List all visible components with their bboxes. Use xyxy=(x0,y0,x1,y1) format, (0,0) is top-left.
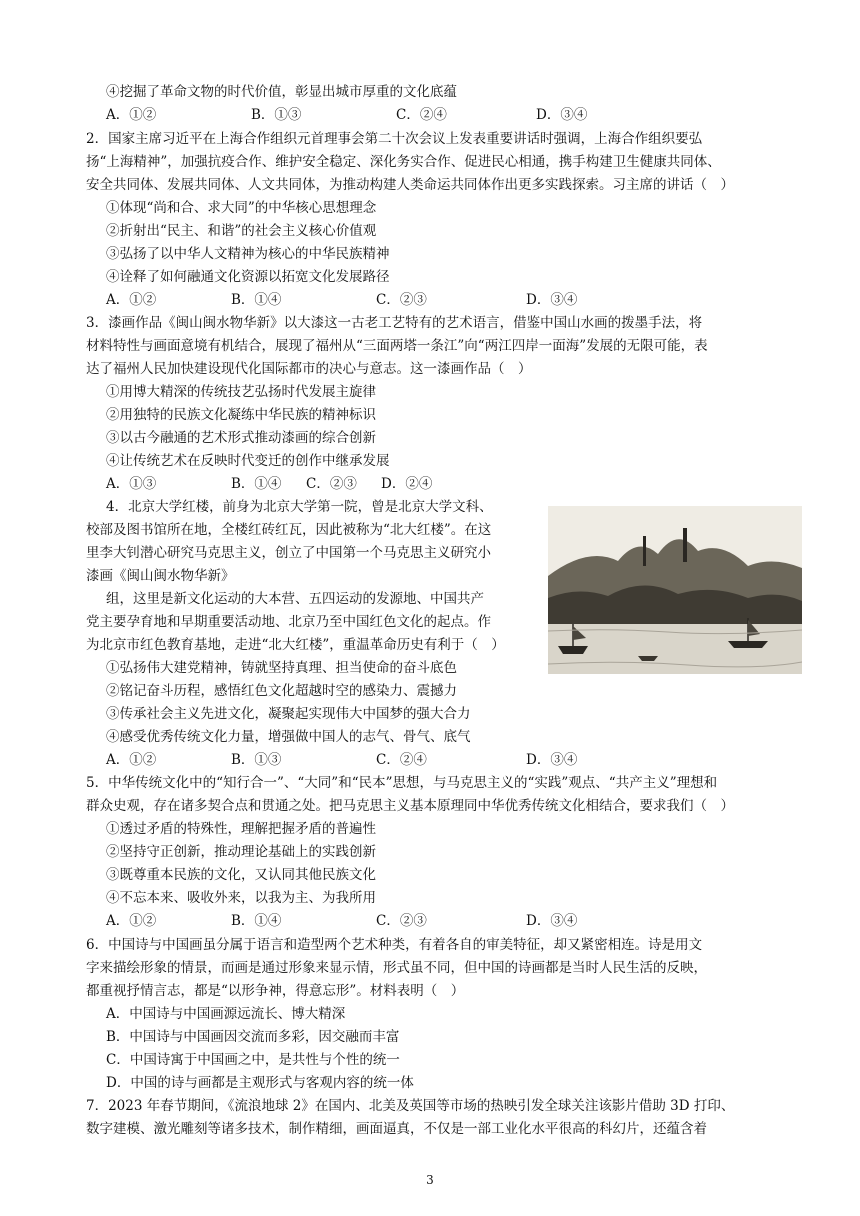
q4-stem-2: 校部及图书馆所在地，全楼红砖红瓦，因此被称为“北大红楼”。在这 xyxy=(86,522,492,538)
q5-option-4: ④不忘本来、吸收外来，以我为主、为我所用 xyxy=(106,890,376,906)
q3-option-4: ④让传统艺术在反映时代变迁的创作中继承发展 xyxy=(106,453,390,469)
q3-option-2: ②用独特的民族文化凝练中华民族的精神标识 xyxy=(106,407,376,423)
q6-choice-b: B．中国诗与中国画因交流而多彩，因交融而丰富 xyxy=(106,1029,400,1045)
q2-option-2: ②折射出“民主、和谐”的社会主义核心价值观 xyxy=(106,223,377,239)
choice-d: D．③④ xyxy=(526,752,578,768)
choice-d: D．③④ xyxy=(526,292,578,308)
q1-choices xyxy=(106,104,796,126)
q5-option-1: ①透过矛盾的特殊性，理解把握矛盾的普遍性 xyxy=(106,821,376,837)
q5-stem-1: 5．中华传统文化中的“知行合一”、“大同”和“民本”思想，与马克思主义的“实践”观点、“共产主义”理想和 xyxy=(86,775,718,791)
page-number: 3 xyxy=(426,1173,434,1187)
q2-option-4: ④诠释了如何融通文化资源以拓宽文化发展路径 xyxy=(106,269,390,285)
q2-stem-3: 安全共同体、发展共同体、人文共同体，为推动构建人类命运共同体作出更多实践探索。习主席的讲话（ ） xyxy=(86,177,734,193)
q6-stem-2: 字来描绘形象的情景，而画是通过形象来显示情，形式虽不同，但中国的诗画都是当时人民生活的反映， xyxy=(86,960,707,976)
painting-illustration xyxy=(548,506,802,674)
q4-stem-3: 里李大钊潜心研究马克思主义，创立了中国第一个马克思主义研究小 xyxy=(86,545,491,561)
q6-stem-1: 6．中国诗与中国画虽分属于语言和造型两个艺术种类，有着各自的审美特征，却又紧密相连。诗是用文 xyxy=(86,937,703,953)
choice-b: B．①④ xyxy=(231,476,282,492)
q5-option-2: ②坚持守正创新，推动理论基础上的实践创新 xyxy=(106,844,376,860)
choice-d: D．③④ xyxy=(526,913,578,929)
choice-d: D．②④ xyxy=(381,476,433,492)
q3-stem-2: 材料特性与画面意境有机结合，展现了福州从“三面两塔一条江”向“两江四岸一面海”发展的无限可能，表 xyxy=(86,338,708,354)
q2-option-1: ①体现“尚和合、求大同”的中华核心思想理念 xyxy=(106,200,377,216)
choice-a: A．①② xyxy=(106,913,157,929)
q7-stem-1: 7．2023 年春节期间，《流浪地球 2》在国内、北美及英国等市场的热映引发全球关注该影片借助 3D 打印、 xyxy=(86,1098,735,1114)
q2-stem-1: 2．国家主席习近平在上海合作组织元首理事会第二十次会议上发表重要讲话时强调，上海合作组织要弘 xyxy=(86,131,703,147)
q3-option-1: ①用博大精深的传统技艺弘扬时代发展主旋律 xyxy=(106,384,376,400)
q4-option-2: ②铭记奋斗历程，感悟红色文化超越时空的感染力、震撼力 xyxy=(106,683,457,699)
choice-a: A．①③ xyxy=(106,476,157,492)
q5-stem-2: 群众史观，存在诸多契合点和贯通之处。把马克思主义基本原理同中华优秀传统文化相结合，要求我们（ ） xyxy=(86,798,734,814)
q7-stem-2: 数字建模、激光雕刻等诸多技术，制作精细，画面逼真，不仅是一部工业化水平很高的科幻片，还蕴含着 xyxy=(86,1121,707,1137)
q6-stem-3: 都重视抒情言志，都是“以形争神，得意忘形”。材料表明（ ） xyxy=(86,983,465,999)
q4-stem-1: 4．北京大学红楼，前身为北京大学第一院，曾是北京大学文科、 xyxy=(106,499,493,515)
q3-stem-3: 达了福州人民加快建设现代化国际都市的决心与意志。这一漆画作品（ ） xyxy=(86,361,532,377)
q6-choice-c: C．中国诗寓于中国画之中，是共性与个性的统一 xyxy=(106,1052,400,1068)
q4-option-3: ③传承社会主义先进文化，凝聚起实现伟大中国梦的强大合力 xyxy=(106,706,471,722)
choice-c: C．②④ xyxy=(376,752,427,768)
q3-choices xyxy=(106,473,796,495)
q4-stem-5: 党主要孕育地和早期重要活动地、北京乃至中国红色文化的起点。作 xyxy=(86,614,491,630)
choice-b: B．①④ xyxy=(231,292,282,308)
q3-option-3: ③以古今融通的艺术形式推动漆画的综合创新 xyxy=(106,430,376,446)
q4-stem-4: 组，这里是新文化运动的大本营、五四运动的发源地、中国共产 xyxy=(106,591,484,607)
choice-d: D．③④ xyxy=(536,107,588,123)
q6-choice-d: D．中国的诗与画都是主观形式与客观内容的统一体 xyxy=(106,1075,414,1091)
lacquer-painting-image xyxy=(548,506,802,674)
choice-c: C．②③ xyxy=(376,292,427,308)
q2-option-3: ③弘扬了以中华人文精神为核心的中华民族精神 xyxy=(106,246,390,262)
choice-b: B．①③ xyxy=(231,752,282,768)
choice-a: A．①② xyxy=(106,752,157,768)
choice-c: C．②③ xyxy=(306,476,357,492)
choice-c: C．②③ xyxy=(376,913,427,929)
q5-choices xyxy=(106,910,796,932)
choice-b: B．①③ xyxy=(251,107,302,123)
q4-option-4: ④感受优秀传统文化力量，增强做中国人的志气、骨气、底气 xyxy=(106,729,471,745)
q5-option-3: ③既尊重本民族的文化，又认同其他民族文化 xyxy=(106,867,376,883)
q4-stem-6: 为北京市红色教育基地，走进“北大红楼”，重温革命历史有利于（ ） xyxy=(86,637,505,653)
q2-choices xyxy=(106,289,796,311)
q6-choice-a: A．中国诗与中国画源远流长、博大精深 xyxy=(106,1006,346,1022)
choice-a: A．①② xyxy=(106,292,157,308)
choice-a: A．①② xyxy=(106,107,157,123)
choice-b: B．①④ xyxy=(231,913,282,929)
choice-c: C．②④ xyxy=(396,107,447,123)
q4-choices xyxy=(106,749,796,771)
q3-stem-1: 3．漆画作品《闽山闽水物华新》以大漆这一古老工艺特有的艺术语言，借鉴中国山水画的拨墨手法，将 xyxy=(86,315,703,331)
figure-caption: 漆画《闽山闽水物华新》 xyxy=(86,568,235,584)
q1-option-4: ④挖掘了革命文物的时代价值，彰显出城市厚重的文化底蕴 xyxy=(106,84,457,100)
q2-stem-2: 扬“上海精神”，加强抗疫合作、维护安全稳定、深化务实合作、促进民心相通，携手构建卫生健康共同体、 xyxy=(86,154,721,170)
q4-option-1: ①弘扬伟大建党精神，铸就坚持真理、担当使命的奋斗底色 xyxy=(106,660,457,676)
